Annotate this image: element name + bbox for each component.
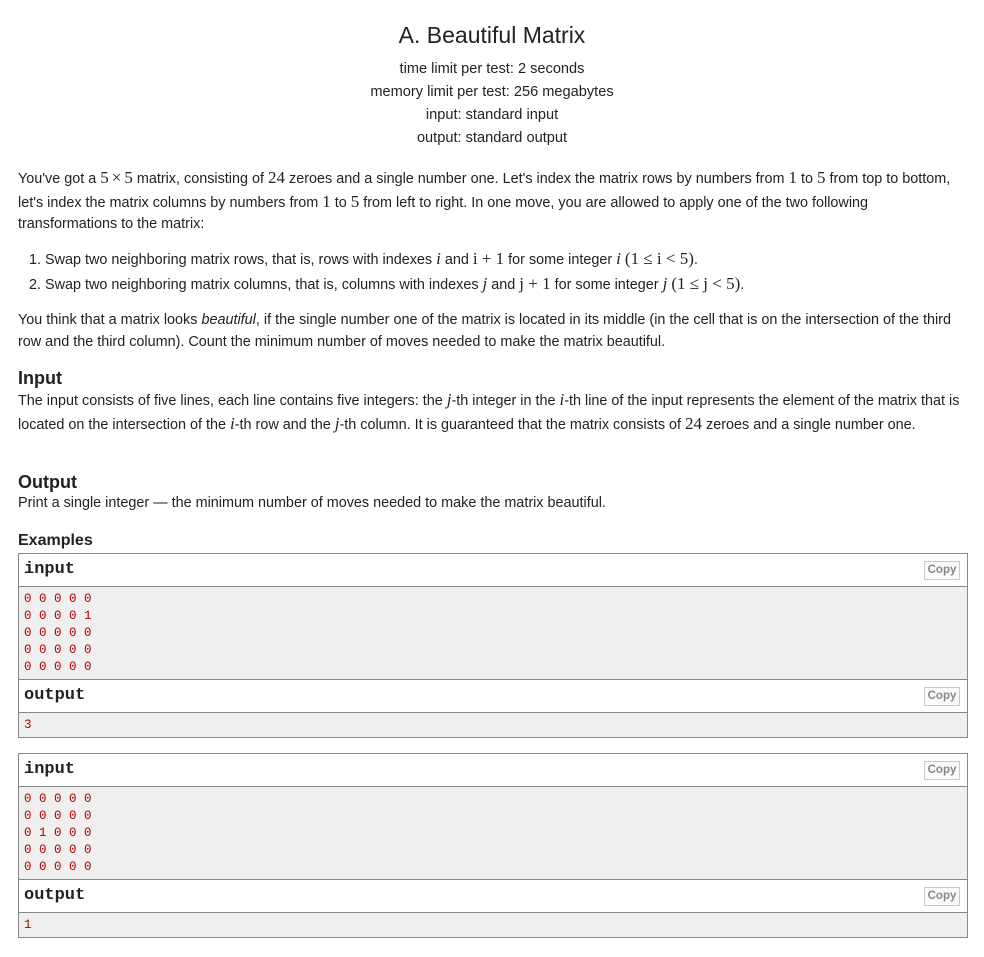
text-span: You've got a — [18, 171, 101, 187]
text-span: matrix, consisting of — [132, 171, 268, 187]
input-section-text — [18, 389, 968, 436]
example-output-label: output — [24, 686, 86, 705]
text-span: for some integer — [504, 252, 617, 268]
input-file-label: input — [425, 107, 458, 123]
example-output-label: output — [24, 886, 86, 905]
list-item — [45, 247, 968, 272]
input-line: 0 0 0 0 0 — [24, 843, 92, 857]
example-input-data[interactable] — [19, 787, 967, 879]
example-input-label: input — [24, 560, 76, 579]
math-span: j — [662, 274, 668, 293]
input-line: 0 0 0 0 0 — [24, 809, 92, 823]
math-span: 1 — [322, 191, 331, 211]
math-span: i — [559, 390, 565, 409]
math-span: 5 — [350, 191, 360, 211]
output-section-title: Output — [18, 472, 77, 492]
output-section — [18, 471, 968, 515]
memory-limit-label: memory limit per test — [370, 84, 506, 100]
math-span: j — [446, 390, 452, 409]
text-span: -th row and the — [234, 416, 335, 433]
example-output-data[interactable] — [19, 713, 967, 737]
memory-limit: memory limit per test: 256 megabytes — [370, 84, 614, 100]
example-output-data[interactable] — [19, 913, 967, 937]
input-section-title: Input — [18, 368, 62, 388]
math-span: j — [482, 274, 488, 293]
math-span: i — [436, 249, 441, 268]
math-span: × — [111, 168, 122, 187]
text-span: zeroes and a single number one. — [702, 416, 916, 433]
math-span: j + 1 — [519, 274, 551, 293]
copy-input-button[interactable]: Copy — [924, 561, 960, 580]
math-span: (1 ≤ j < 5) — [671, 274, 741, 293]
text-span: -th column. It is guaranteed that the matrix consists of — [339, 416, 686, 433]
statement-paragraph-1 — [18, 167, 968, 236]
time-limit: time limit per test: 2 seconds — [399, 61, 585, 77]
input-line: 0 0 0 0 0 — [24, 592, 92, 606]
output-line: 1 — [24, 918, 32, 932]
math-span: 5 — [100, 168, 109, 187]
input-section — [18, 367, 968, 436]
output-section-text: Print a single integer — the minimum number of moves needed to make the matrix beautiful. — [18, 495, 606, 511]
math-span: (1 ≤ i < 5) — [624, 249, 694, 268]
math-span: i — [230, 413, 235, 433]
transformations-list — [18, 247, 968, 297]
text-span: You think that a matrix looks — [18, 312, 202, 328]
examples-title: Examples — [18, 532, 93, 549]
text-span: from left to right. In one move, you are allowed to apply one of the two following transformations to the matrix: — [18, 194, 869, 232]
time-limit-label: time limit per test — [399, 61, 510, 77]
text-span: -th line of the input represents the element of the matrix that is located on the intersection of the — [18, 393, 960, 433]
text-span: Swap two neighboring matrix rows, that is, rows with indexes — [45, 252, 437, 268]
input-line: 0 0 0 0 0 — [24, 660, 92, 674]
math-span: 24 — [268, 168, 285, 187]
text-span: to — [330, 194, 351, 211]
memory-limit-value: 256 megabytes — [513, 84, 614, 100]
statement-text — [18, 167, 968, 236]
example-1 — [18, 553, 968, 738]
text-span: -th integer in the — [451, 393, 560, 409]
input-line: 0 0 0 0 0 — [24, 860, 92, 874]
text-span: , if the single number one of the matrix is located in its middle (in the cell that is on the intersection of the third row and the third column). Count the minimum number of moves needed to make the matrix beautiful. — [18, 312, 951, 350]
input-file-value: standard input — [465, 107, 559, 123]
input-line: 0 0 0 0 0 — [24, 626, 92, 640]
copy-output-button[interactable]: Copy — [924, 887, 960, 906]
output-line: 3 — [24, 718, 32, 732]
text-span: from top to bottom, let's index the matrix columns by numbers from — [18, 171, 951, 211]
text-span: . — [740, 277, 745, 293]
problem-title: A. Beautiful Matrix — [398, 22, 586, 48]
text-span: The input consists of five lines, each line contains five integers: the — [18, 393, 447, 409]
input-line: 0 0 0 0 0 — [24, 792, 92, 806]
math-span: 5 — [816, 168, 826, 187]
math-span: 5 — [124, 168, 133, 187]
example-input-header — [19, 754, 967, 787]
list-item — [45, 272, 968, 297]
input-file: input: standard input — [425, 107, 559, 123]
problem-header — [0, 0, 984, 150]
example-input-header — [19, 554, 967, 587]
statement-text — [18, 310, 968, 353]
copy-input-button[interactable]: Copy — [924, 761, 960, 780]
example-2 — [18, 753, 968, 938]
output-file-label: output — [416, 130, 458, 146]
output-file-value: standard output — [465, 130, 568, 146]
emphasis-text: beautiful — [201, 312, 256, 328]
math-span: 1 — [788, 168, 797, 187]
math-span: j — [334, 413, 340, 433]
time-limit-value: 2 seconds — [517, 61, 585, 77]
text-span: for some integer — [550, 277, 663, 293]
text-span: zeroes and a single number one. Let's index the matrix rows by numbers from — [285, 171, 789, 187]
text-span: and — [487, 277, 520, 293]
statement-paragraph-2 — [18, 310, 968, 353]
math-span: i + 1 — [472, 249, 505, 268]
output-file: output: standard output — [416, 130, 568, 146]
input-line: 0 0 0 0 0 — [24, 643, 92, 657]
math-span: i — [616, 249, 621, 268]
example-input-label: input — [24, 760, 76, 779]
input-line: 0 0 0 0 1 — [24, 609, 92, 623]
text-span: to — [796, 171, 817, 187]
text-span: Swap two neighboring matrix columns, that is, columns with indexes — [45, 277, 483, 293]
input-line: 0 1 0 0 0 — [24, 826, 92, 840]
math-span: 24 — [685, 413, 703, 433]
text-span: . — [693, 252, 698, 268]
copy-output-button[interactable]: Copy — [924, 687, 960, 706]
examples-title-wrap — [18, 531, 968, 551]
example-output-header — [19, 879, 967, 913]
example-output-header — [19, 679, 967, 713]
example-input-data[interactable] — [19, 587, 967, 679]
text-span: and — [440, 252, 473, 268]
